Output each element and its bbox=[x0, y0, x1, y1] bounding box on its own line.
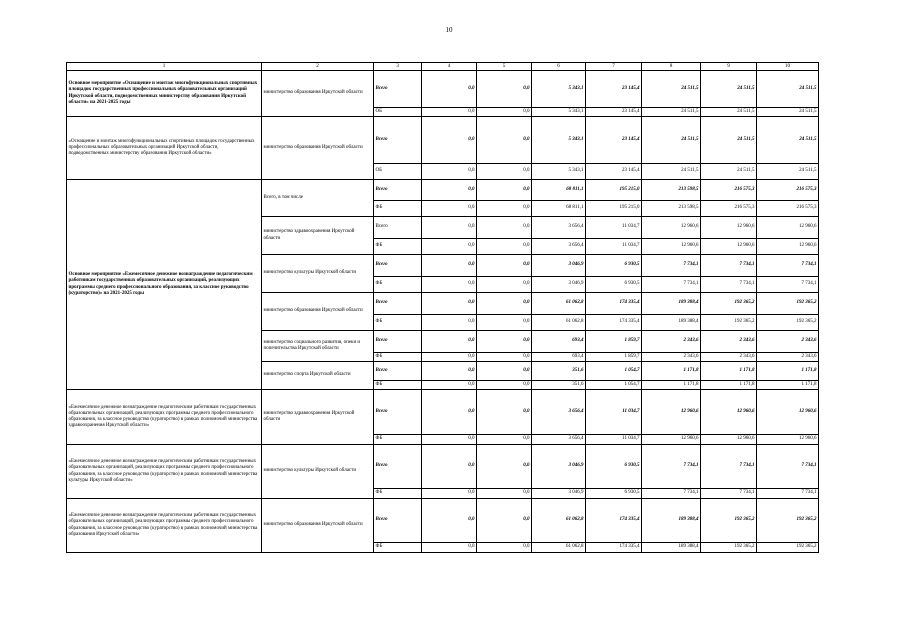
amount-cell: 24 511,5 bbox=[642, 164, 701, 180]
amount-cell: 68 811,1 bbox=[532, 201, 586, 217]
funding-source: ФБ bbox=[374, 277, 422, 293]
column-number: 4 bbox=[422, 63, 477, 71]
amount-cell: 0,0 bbox=[422, 164, 477, 180]
amount-cell: 2 343,6 bbox=[642, 331, 701, 353]
activity-description: «Ежемесячное денежное вознаграждение педагогическим работникам государственных образовательных организаций, реализующих программы среднего профессионального образования, за классное руководство (кураторство) в рамках полномочий министерства здравоохранения Иркутской области» bbox=[67, 390, 262, 445]
funding-source: ОБ bbox=[374, 108, 422, 117]
responsible-executor: министерство здравоохранения Иркутской области bbox=[262, 217, 374, 255]
funding-source: ФБ bbox=[374, 201, 422, 217]
funding-source: ФБ bbox=[374, 353, 422, 362]
amount-cell: 6 930,5 bbox=[586, 277, 642, 293]
funding-source: Всего bbox=[374, 331, 422, 353]
amount-cell: 7 734,1 bbox=[642, 445, 701, 489]
amount-cell: 1 859,7 bbox=[586, 353, 642, 362]
activity-description: Основное мероприятие «Оснащение и монтаж многофункциональных спортивных площадок государственных профессиональных образовательных организаций Иркутской области, подведомственных министерству образования Иркутской области» на 2021-2025 годы bbox=[67, 71, 262, 117]
amount-cell: 12 960,6 bbox=[757, 239, 819, 255]
amount-cell: 213 598,5 bbox=[642, 201, 701, 217]
amount-cell: 174 335,4 bbox=[586, 293, 642, 315]
amount-cell: 0,0 bbox=[422, 435, 477, 445]
activity-description: Основное мероприятие «Ежемесячное денежное вознаграждение педагогическим работникам государственных образовательных организаций, реализующих программы среднего профессионального образования, за классное руководство (кураторство)» на 2021-2025 годы bbox=[67, 180, 262, 390]
amount-cell: 3 046,9 bbox=[532, 445, 586, 489]
amount-cell: 23 145,4 bbox=[586, 117, 642, 164]
amount-cell: 0,0 bbox=[422, 108, 477, 117]
amount-cell: 0,0 bbox=[477, 390, 532, 435]
amount-cell: 192 365,2 bbox=[757, 543, 819, 553]
amount-cell: 0,0 bbox=[477, 201, 532, 217]
amount-cell: 192 365,2 bbox=[701, 543, 757, 553]
amount-cell: 0,0 bbox=[422, 117, 477, 164]
amount-cell: 7 734,1 bbox=[642, 489, 701, 499]
amount-cell: 61 062,8 bbox=[532, 293, 586, 315]
amount-cell: 192 365,2 bbox=[701, 293, 757, 315]
amount-cell: 693,4 bbox=[532, 353, 586, 362]
amount-cell: 24 511,5 bbox=[642, 117, 701, 164]
funding-source: Всего bbox=[374, 362, 422, 381]
funding-source: Всего bbox=[374, 445, 422, 489]
funding-source: Всего bbox=[374, 71, 422, 108]
amount-cell: 0,0 bbox=[477, 180, 532, 201]
amount-cell: 3 656,4 bbox=[532, 390, 586, 435]
amount-cell: 7 734,1 bbox=[757, 277, 819, 293]
amount-cell: 0,0 bbox=[477, 543, 532, 553]
funding-source: Всего bbox=[374, 217, 422, 239]
amount-cell: 12 960,6 bbox=[642, 390, 701, 435]
column-number: 7 bbox=[586, 63, 642, 71]
amount-cell: 3 046,9 bbox=[532, 255, 586, 277]
amount-cell: 0,0 bbox=[422, 499, 477, 543]
amount-cell: 24 511,5 bbox=[757, 117, 819, 164]
amount-cell: 1 054,7 bbox=[586, 381, 642, 390]
amount-cell: 216 575,3 bbox=[757, 201, 819, 217]
amount-cell: 0,0 bbox=[422, 277, 477, 293]
amount-cell: 11 034,7 bbox=[586, 435, 642, 445]
amount-cell: 0,0 bbox=[422, 71, 477, 108]
amount-cell: 12 960,6 bbox=[757, 435, 819, 445]
amount-cell: 0,0 bbox=[422, 255, 477, 277]
amount-cell: 3 656,4 bbox=[532, 435, 586, 445]
amount-cell: 2 343,6 bbox=[701, 331, 757, 353]
amount-cell: 3 656,4 bbox=[532, 239, 586, 255]
amount-cell: 216 575,3 bbox=[757, 180, 819, 201]
amount-cell: 195 215,0 bbox=[586, 180, 642, 201]
amount-cell: 195 215,0 bbox=[586, 201, 642, 217]
table-row bbox=[67, 499, 819, 543]
amount-cell: 7 734,1 bbox=[757, 255, 819, 277]
column-number: 6 bbox=[532, 63, 586, 71]
amount-cell: 23 145,4 bbox=[586, 108, 642, 117]
amount-cell: 7 734,1 bbox=[701, 277, 757, 293]
amount-cell: 7 734,1 bbox=[701, 445, 757, 489]
funding-source: ОБ bbox=[374, 164, 422, 180]
page-number: 10 bbox=[445, 26, 453, 34]
amount-cell: 0,0 bbox=[477, 499, 532, 543]
amount-cell: 5 343,1 bbox=[532, 71, 586, 108]
amount-cell: 12 960,6 bbox=[642, 239, 701, 255]
amount-cell: 11 034,7 bbox=[586, 239, 642, 255]
amount-cell: 0,0 bbox=[477, 71, 532, 108]
amount-cell: 174 335,4 bbox=[586, 543, 642, 553]
amount-cell: 0,0 bbox=[477, 293, 532, 315]
amount-cell: 7 734,1 bbox=[642, 277, 701, 293]
amount-cell: 0,0 bbox=[422, 315, 477, 331]
amount-cell: 24 511,5 bbox=[757, 108, 819, 117]
amount-cell: 0,0 bbox=[422, 201, 477, 217]
table-row bbox=[67, 71, 819, 108]
amount-cell: 12 960,6 bbox=[701, 390, 757, 435]
amount-cell: 0,0 bbox=[422, 239, 477, 255]
amount-cell: 2 343,6 bbox=[701, 353, 757, 362]
amount-cell: 1 171,8 bbox=[757, 362, 819, 381]
amount-cell: 1 171,8 bbox=[701, 362, 757, 381]
column-number: 10 bbox=[757, 63, 819, 71]
amount-cell: 12 960,6 bbox=[701, 239, 757, 255]
responsible-executor: министерство культуры Иркутской области bbox=[262, 445, 374, 499]
amount-cell: 213 598,5 bbox=[642, 180, 701, 201]
amount-cell: 3 046,9 bbox=[532, 489, 586, 499]
activity-description: «Оснащение и монтаж многофункциональных спортивных площадок государственных профессиональных образовательных организаций Иркутской области, подведомственных министерству образования Иркутской области» bbox=[67, 117, 262, 180]
amount-cell: 0,0 bbox=[422, 331, 477, 353]
responsible-executor: министерство социального развития, опеки и попечительства Иркутской области bbox=[262, 331, 374, 362]
amount-cell: 0,0 bbox=[477, 331, 532, 353]
amount-cell: 3 046,9 bbox=[532, 277, 586, 293]
column-number: 8 bbox=[642, 63, 701, 71]
amount-cell: 1 171,8 bbox=[642, 381, 701, 390]
responsible-executor: министерство образования Иркутской области bbox=[262, 499, 374, 553]
amount-cell: 12 960,6 bbox=[757, 217, 819, 239]
amount-cell: 693,4 bbox=[532, 331, 586, 353]
responsible-executor: министерство образования Иркутской области bbox=[262, 293, 374, 331]
amount-cell: 0,0 bbox=[477, 315, 532, 331]
amount-cell: 192 365,2 bbox=[701, 499, 757, 543]
amount-cell: 351,6 bbox=[532, 362, 586, 381]
column-number: 5 bbox=[477, 63, 532, 71]
responsible-executor: Всего, в том числе bbox=[262, 180, 374, 217]
amount-cell: 0,0 bbox=[477, 381, 532, 390]
amount-cell: 0,0 bbox=[477, 164, 532, 180]
amount-cell: 0,0 bbox=[422, 489, 477, 499]
funding-source: Всего bbox=[374, 293, 422, 315]
amount-cell: 192 365,2 bbox=[757, 293, 819, 315]
amount-cell: 216 575,3 bbox=[701, 201, 757, 217]
amount-cell: 0,0 bbox=[422, 353, 477, 362]
column-number-row bbox=[67, 63, 819, 71]
funding-source: ФБ bbox=[374, 381, 422, 390]
amount-cell: 2 343,6 bbox=[642, 353, 701, 362]
amount-cell: 6 930,5 bbox=[586, 445, 642, 489]
amount-cell: 192 365,2 bbox=[757, 315, 819, 331]
amount-cell: 0,0 bbox=[477, 255, 532, 277]
amount-cell: 192 365,2 bbox=[757, 499, 819, 543]
amount-cell: 0,0 bbox=[477, 277, 532, 293]
column-number: 2 bbox=[262, 63, 374, 71]
funding-source: Всего bbox=[374, 255, 422, 277]
funding-source: ФБ bbox=[374, 489, 422, 499]
amount-cell: 7 734,1 bbox=[701, 255, 757, 277]
amount-cell: 174 335,4 bbox=[586, 315, 642, 331]
amount-cell: 0,0 bbox=[477, 108, 532, 117]
amount-cell: 68 811,1 bbox=[532, 180, 586, 201]
amount-cell: 0,0 bbox=[422, 445, 477, 489]
amount-cell: 7 734,1 bbox=[642, 255, 701, 277]
amount-cell: 24 511,5 bbox=[757, 164, 819, 180]
column-number: 1 bbox=[67, 63, 262, 71]
amount-cell: 12 960,6 bbox=[642, 435, 701, 445]
activity-description: «Ежемесячное денежное вознаграждение педагогическим работникам государственных образовательных организаций, реализующих программы среднего профессионального образования, за классное руководство (кураторство) в рамках полномочий министерства культуры Иркутской области» bbox=[67, 445, 262, 499]
funding-source: Всего bbox=[374, 390, 422, 435]
amount-cell: 0,0 bbox=[422, 180, 477, 201]
amount-cell: 0,0 bbox=[477, 489, 532, 499]
amount-cell: 2 343,6 bbox=[757, 353, 819, 362]
amount-cell: 12 960,6 bbox=[642, 217, 701, 239]
table-row bbox=[67, 117, 819, 164]
amount-cell: 0,0 bbox=[422, 362, 477, 381]
amount-cell: 23 145,4 bbox=[586, 71, 642, 108]
amount-cell: 0,0 bbox=[477, 217, 532, 239]
amount-cell: 0,0 bbox=[477, 362, 532, 381]
column-number: 3 bbox=[374, 63, 422, 71]
amount-cell: 5 343,1 bbox=[532, 117, 586, 164]
funding-source: ФБ bbox=[374, 543, 422, 553]
amount-cell: 1 054,7 bbox=[586, 362, 642, 381]
amount-cell: 61 062,8 bbox=[532, 315, 586, 331]
amount-cell: 0,0 bbox=[422, 381, 477, 390]
amount-cell: 24 511,5 bbox=[701, 117, 757, 164]
amount-cell: 189 388,4 bbox=[642, 543, 701, 553]
funding-source: Всего bbox=[374, 499, 422, 543]
amount-cell: 0,0 bbox=[477, 353, 532, 362]
responsible-executor: министерство здравоохранения Иркутской области bbox=[262, 390, 374, 445]
amount-cell: 24 511,5 bbox=[642, 108, 701, 117]
amount-cell: 12 960,6 bbox=[757, 390, 819, 435]
amount-cell: 61 062,8 bbox=[532, 543, 586, 553]
responsible-executor: министерство образования Иркутской области bbox=[262, 117, 374, 180]
amount-cell: 24 511,5 bbox=[701, 108, 757, 117]
activity-description: «Ежемесячное денежное вознаграждение педагогическим работникам государственных образовательных организаций, реализующих программы среднего профессионального образования, за классное руководство (кураторство) в рамках полномочий министерства образования Иркутской области» bbox=[67, 499, 262, 553]
amount-cell: 174 335,4 bbox=[586, 499, 642, 543]
table-row bbox=[67, 390, 819, 435]
budget-table bbox=[66, 62, 819, 553]
amount-cell: 189 388,4 bbox=[642, 315, 701, 331]
column-number: 9 bbox=[701, 63, 757, 71]
amount-cell: 7 734,1 bbox=[757, 489, 819, 499]
amount-cell: 61 062,8 bbox=[532, 499, 586, 543]
amount-cell: 1 859,7 bbox=[586, 331, 642, 353]
table-row bbox=[67, 445, 819, 489]
amount-cell: 5 343,1 bbox=[532, 164, 586, 180]
funding-source: Всего bbox=[374, 180, 422, 201]
responsible-executor: министерство спорта Иркутской области bbox=[262, 362, 374, 390]
amount-cell: 24 511,5 bbox=[642, 71, 701, 108]
amount-cell: 7 734,1 bbox=[757, 445, 819, 489]
amount-cell: 23 145,4 bbox=[586, 164, 642, 180]
amount-cell: 12 960,6 bbox=[701, 435, 757, 445]
amount-cell: 11 034,7 bbox=[586, 217, 642, 239]
amount-cell: 6 930,5 bbox=[586, 489, 642, 499]
funding-source: ФБ bbox=[374, 435, 422, 445]
responsible-executor: министерство образования Иркутской области bbox=[262, 71, 374, 117]
amount-cell: 0,0 bbox=[477, 445, 532, 489]
amount-cell: 0,0 bbox=[422, 217, 477, 239]
amount-cell: 0,0 bbox=[477, 117, 532, 164]
amount-cell: 24 511,5 bbox=[701, 71, 757, 108]
amount-cell: 12 960,6 bbox=[701, 217, 757, 239]
amount-cell: 216 575,3 bbox=[701, 180, 757, 201]
amount-cell: 351,6 bbox=[532, 381, 586, 390]
funding-source: ФБ bbox=[374, 239, 422, 255]
amount-cell: 0,0 bbox=[477, 435, 532, 445]
table-row bbox=[67, 180, 819, 201]
amount-cell: 0,0 bbox=[422, 390, 477, 435]
amount-cell: 189 388,4 bbox=[642, 499, 701, 543]
amount-cell: 0,0 bbox=[477, 239, 532, 255]
amount-cell: 192 365,2 bbox=[701, 315, 757, 331]
amount-cell: 6 930,5 bbox=[586, 255, 642, 277]
funding-source: Всего bbox=[374, 117, 422, 164]
amount-cell: 7 734,1 bbox=[701, 489, 757, 499]
amount-cell: 2 343,6 bbox=[757, 331, 819, 353]
amount-cell: 1 171,8 bbox=[642, 362, 701, 381]
amount-cell: 3 656,4 bbox=[532, 217, 586, 239]
responsible-executor: министерство культуры Иркутской области bbox=[262, 255, 374, 293]
amount-cell: 0,0 bbox=[422, 293, 477, 315]
amount-cell: 11 034,7 bbox=[586, 390, 642, 435]
amount-cell: 24 511,5 bbox=[757, 71, 819, 108]
amount-cell: 24 511,5 bbox=[701, 164, 757, 180]
amount-cell: 189 388,4 bbox=[642, 293, 701, 315]
amount-cell: 1 171,8 bbox=[757, 381, 819, 390]
amount-cell: 5 343,1 bbox=[532, 108, 586, 117]
amount-cell: 1 171,8 bbox=[701, 381, 757, 390]
funding-source: ФБ bbox=[374, 315, 422, 331]
amount-cell: 0,0 bbox=[422, 543, 477, 553]
